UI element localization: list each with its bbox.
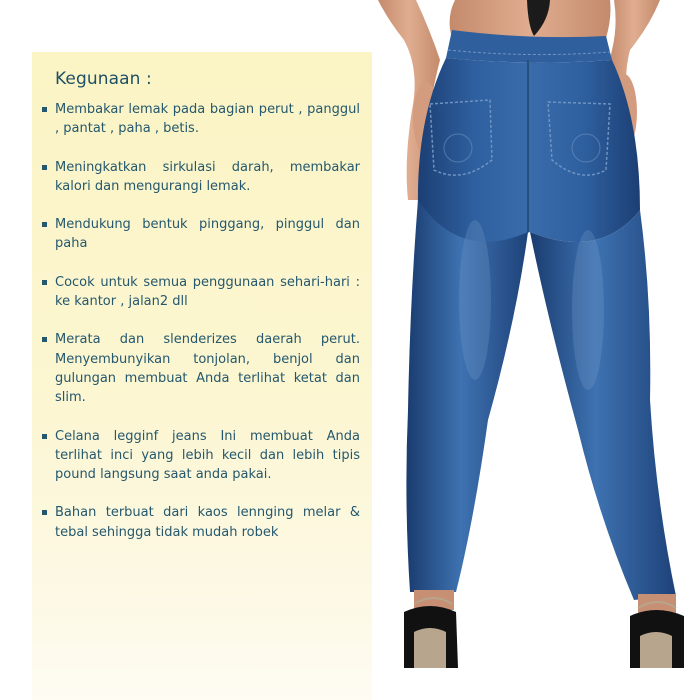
benefit-text: Cocok untuk semua penggunaan sehari-hari : ke kantor , jalan2 dll: [55, 274, 360, 310]
square-bullet-icon: [42, 337, 47, 342]
benefit-text: Meningkatkan sirkulasi darah, membakar kalori dan mengurangi lemak.: [55, 159, 360, 194]
list-item: [42, 330, 360, 407]
leggings-right-leg: [530, 210, 676, 600]
product-photo: [372, 0, 700, 700]
list-item: [42, 503, 360, 542]
benefit-text: Celana legginf jeans Ini membuat Anda terlihat inci yang lebih kecil dan lebih tipis pound langsung saat anda pakai.: [55, 428, 360, 483]
list-item: [42, 427, 360, 485]
square-bullet-icon: [42, 222, 47, 227]
square-bullet-icon: [42, 510, 47, 515]
list-item: [42, 158, 360, 197]
benefit-list: [42, 100, 360, 561]
benefit-text: Bahan terbuat dari kaos lennging melar & tebal sehingga tidak mudah robek: [55, 505, 360, 540]
list-item: [42, 273, 360, 312]
benefit-text: Merata dan slenderizes daerah perut. Menyembunyikan tonjolan, benjol dan gulungan membuat Anda terlihat ketat dan slim.: [55, 332, 360, 406]
benefits-panel: [32, 52, 372, 700]
list-item: [42, 215, 360, 254]
list-item: [42, 100, 360, 139]
panel-title: Kegunaan :: [55, 69, 152, 89]
square-bullet-icon: [42, 107, 47, 112]
benefit-text: Membakar lemak pada bagian perut , panggul , pantat , paha , betis.: [55, 102, 360, 137]
benefit-text: Mendukung bentuk pinggang, pinggul dan paha: [55, 217, 360, 252]
square-bullet-icon: [42, 165, 47, 170]
square-bullet-icon: [42, 280, 47, 285]
square-bullet-icon: [42, 434, 47, 439]
